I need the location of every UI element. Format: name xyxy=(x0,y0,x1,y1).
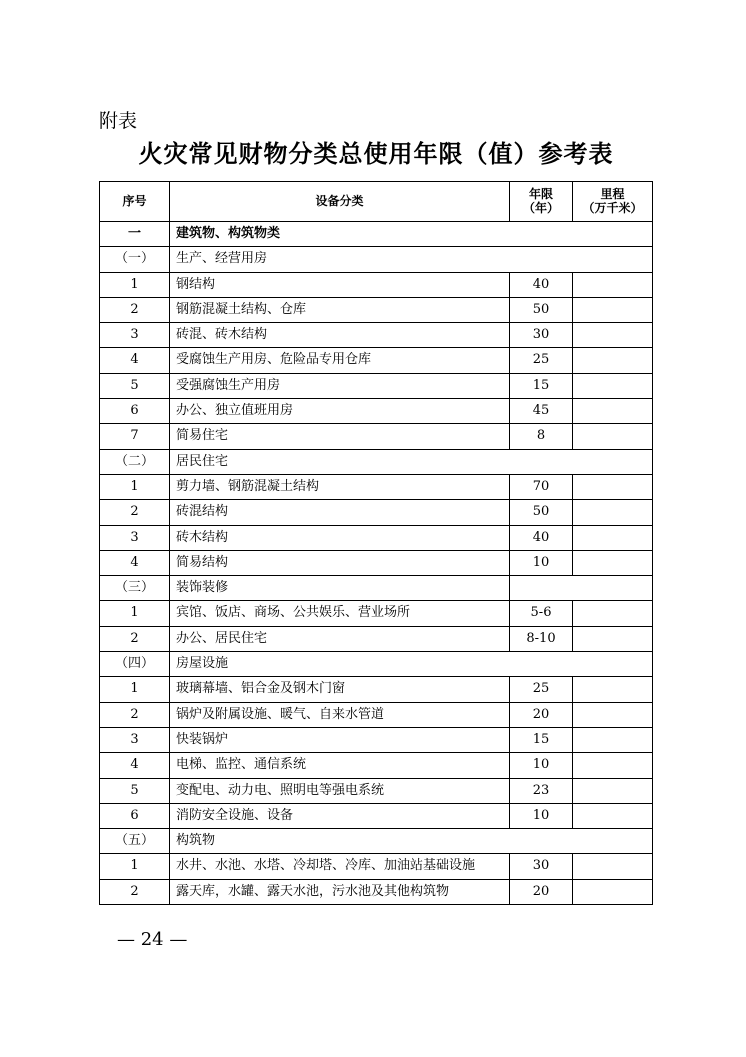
row-number: 1 xyxy=(100,474,170,499)
row-category: 变配电、动力电、照明电等强电系统 xyxy=(170,778,510,803)
table-row xyxy=(100,753,653,778)
row-years: 8-10 xyxy=(510,626,573,651)
table-row xyxy=(100,297,653,322)
table-row xyxy=(100,525,653,550)
row-number: （五） xyxy=(100,829,170,854)
row-number: 1 xyxy=(100,677,170,702)
table-row xyxy=(100,272,653,297)
row-number: 5 xyxy=(100,778,170,803)
row-category: 房屋设施 xyxy=(170,652,653,677)
table-row xyxy=(100,222,653,247)
row-number: （三） xyxy=(100,576,170,601)
table-row xyxy=(100,778,653,803)
row-mileage xyxy=(573,677,653,702)
row-years: 50 xyxy=(510,297,573,322)
header-years-line2: （年） xyxy=(522,200,559,215)
row-number: 4 xyxy=(100,550,170,575)
page-title: 火灾常见财物分类总使用年限（值）参考表 xyxy=(138,139,614,168)
row-category: 简易住宅 xyxy=(170,424,510,449)
row-mileage xyxy=(573,399,653,424)
row-category: 宾馆、饭店、商场、公共娱乐、营业场所 xyxy=(170,601,510,626)
table-row xyxy=(100,702,653,727)
row-years: 15 xyxy=(510,727,573,752)
table-row xyxy=(100,399,653,424)
row-number: 5 xyxy=(100,373,170,398)
row-number: 一 xyxy=(100,222,170,247)
row-mileage xyxy=(573,525,653,550)
table-row xyxy=(100,803,653,828)
row-years: 23 xyxy=(510,778,573,803)
table-row xyxy=(100,424,653,449)
row-mileage xyxy=(573,601,653,626)
table-row xyxy=(100,601,653,626)
row-years: 40 xyxy=(510,525,573,550)
table-row xyxy=(100,652,653,677)
header-category: 设备分类 xyxy=(170,182,510,222)
table-row xyxy=(100,879,653,904)
row-mileage xyxy=(573,424,653,449)
header-years-line1: 年限 xyxy=(528,187,553,202)
row-number: 2 xyxy=(100,500,170,525)
header-mileage xyxy=(573,182,653,222)
row-number: 4 xyxy=(100,753,170,778)
row-years: 10 xyxy=(510,753,573,778)
row-number: 3 xyxy=(100,323,170,348)
row-mileage xyxy=(573,474,653,499)
row-number: 1 xyxy=(100,854,170,879)
table-row xyxy=(100,829,653,854)
table-row xyxy=(100,323,653,348)
row-number: 3 xyxy=(100,525,170,550)
row-years: 25 xyxy=(510,348,573,373)
table-row xyxy=(100,854,653,879)
row-number: 3 xyxy=(100,727,170,752)
row-mileage xyxy=(573,854,653,879)
row-number: 4 xyxy=(100,348,170,373)
row-category: 水井、水池、水塔、冷却塔、冷库、加油站基础设施 xyxy=(170,854,510,879)
row-years: 70 xyxy=(510,474,573,499)
header-years xyxy=(510,182,573,222)
table-body xyxy=(100,222,653,905)
row-category: 装饰装修 xyxy=(170,576,510,601)
row-mileage xyxy=(573,879,653,904)
row-years: 50 xyxy=(510,500,573,525)
table-row xyxy=(100,576,653,601)
row-category: 锅炉及附属设施、暖气、自来水管道 xyxy=(170,702,510,727)
table-row xyxy=(100,677,653,702)
row-years: 20 xyxy=(510,879,573,904)
row-number: 1 xyxy=(100,272,170,297)
row-years: 8 xyxy=(510,424,573,449)
row-mileage xyxy=(573,500,653,525)
row-years: 45 xyxy=(510,399,573,424)
row-number: 2 xyxy=(100,879,170,904)
row-category: 居民住宅 xyxy=(170,449,653,474)
table-row xyxy=(100,626,653,651)
row-number: （二） xyxy=(100,449,170,474)
row-mileage xyxy=(573,323,653,348)
page-number: — 24 — xyxy=(117,929,188,950)
row-mileage xyxy=(573,297,653,322)
table-row xyxy=(100,247,653,272)
row-years: 25 xyxy=(510,677,573,702)
row-mileage xyxy=(573,348,653,373)
table-row xyxy=(100,348,653,373)
row-category: 建筑物、构筑物类 xyxy=(170,222,653,247)
row-mileage xyxy=(573,778,653,803)
row-number: （四） xyxy=(100,652,170,677)
attachment-label: 附表 xyxy=(99,110,138,132)
row-years: 5-6 xyxy=(510,601,573,626)
row-category: 简易结构 xyxy=(170,550,510,575)
row-category: 钢结构 xyxy=(170,272,510,297)
row-number: 6 xyxy=(100,803,170,828)
row-years: 10 xyxy=(510,550,573,575)
row-years: 15 xyxy=(510,373,573,398)
row-category: 玻璃幕墙、铝合金及钢木门窗 xyxy=(170,677,510,702)
row-number: 2 xyxy=(100,297,170,322)
row-category: 快装锅炉 xyxy=(170,727,510,752)
row-category: 砖混、砖木结构 xyxy=(170,323,510,348)
row-number: （一） xyxy=(100,247,170,272)
table-header-row xyxy=(100,182,653,222)
table-row xyxy=(100,500,653,525)
reference-table xyxy=(99,181,653,905)
header-no: 序号 xyxy=(100,182,170,222)
row-years: 30 xyxy=(510,323,573,348)
row-years: 40 xyxy=(510,272,573,297)
row-number: 2 xyxy=(100,702,170,727)
table-row xyxy=(100,727,653,752)
table-row xyxy=(100,550,653,575)
table-row xyxy=(100,373,653,398)
row-number: 7 xyxy=(100,424,170,449)
row-category: 露天库，水罐、露天水池，污水池及其他构筑物 xyxy=(170,879,510,904)
table-row xyxy=(100,449,653,474)
row-number: 1 xyxy=(100,601,170,626)
row-years: 30 xyxy=(510,854,573,879)
row-category: 电梯、监控、通信系统 xyxy=(170,753,510,778)
row-mileage xyxy=(573,272,653,297)
row-mileage xyxy=(573,550,653,575)
row-category: 受强腐蚀生产用房 xyxy=(170,373,510,398)
row-years: 20 xyxy=(510,702,573,727)
header-mileage-line2: （万千米） xyxy=(582,200,643,215)
row-category: 办公、独立值班用房 xyxy=(170,399,510,424)
row-category: 生产、经营用房 xyxy=(170,247,653,272)
empty-cell xyxy=(510,576,653,601)
row-category: 构筑物 xyxy=(170,829,653,854)
row-category: 消防安全设施、设备 xyxy=(170,803,510,828)
row-mileage xyxy=(573,753,653,778)
row-number: 6 xyxy=(100,399,170,424)
row-category: 受腐蚀生产用房、危险品专用仓库 xyxy=(170,348,510,373)
header-mileage-line1: 里程 xyxy=(600,187,625,202)
row-number: 2 xyxy=(100,626,170,651)
table-row xyxy=(100,474,653,499)
row-years: 10 xyxy=(510,803,573,828)
row-mileage xyxy=(573,702,653,727)
row-category: 剪力墙、钢筋混凝土结构 xyxy=(170,474,510,499)
row-mileage xyxy=(573,727,653,752)
row-category: 砖混结构 xyxy=(170,500,510,525)
row-category: 办公、居民住宅 xyxy=(170,626,510,651)
row-mileage xyxy=(573,373,653,398)
row-mileage xyxy=(573,626,653,651)
row-mileage xyxy=(573,803,653,828)
row-category: 砖木结构 xyxy=(170,525,510,550)
row-category: 钢筋混凝土结构、仓库 xyxy=(170,297,510,322)
